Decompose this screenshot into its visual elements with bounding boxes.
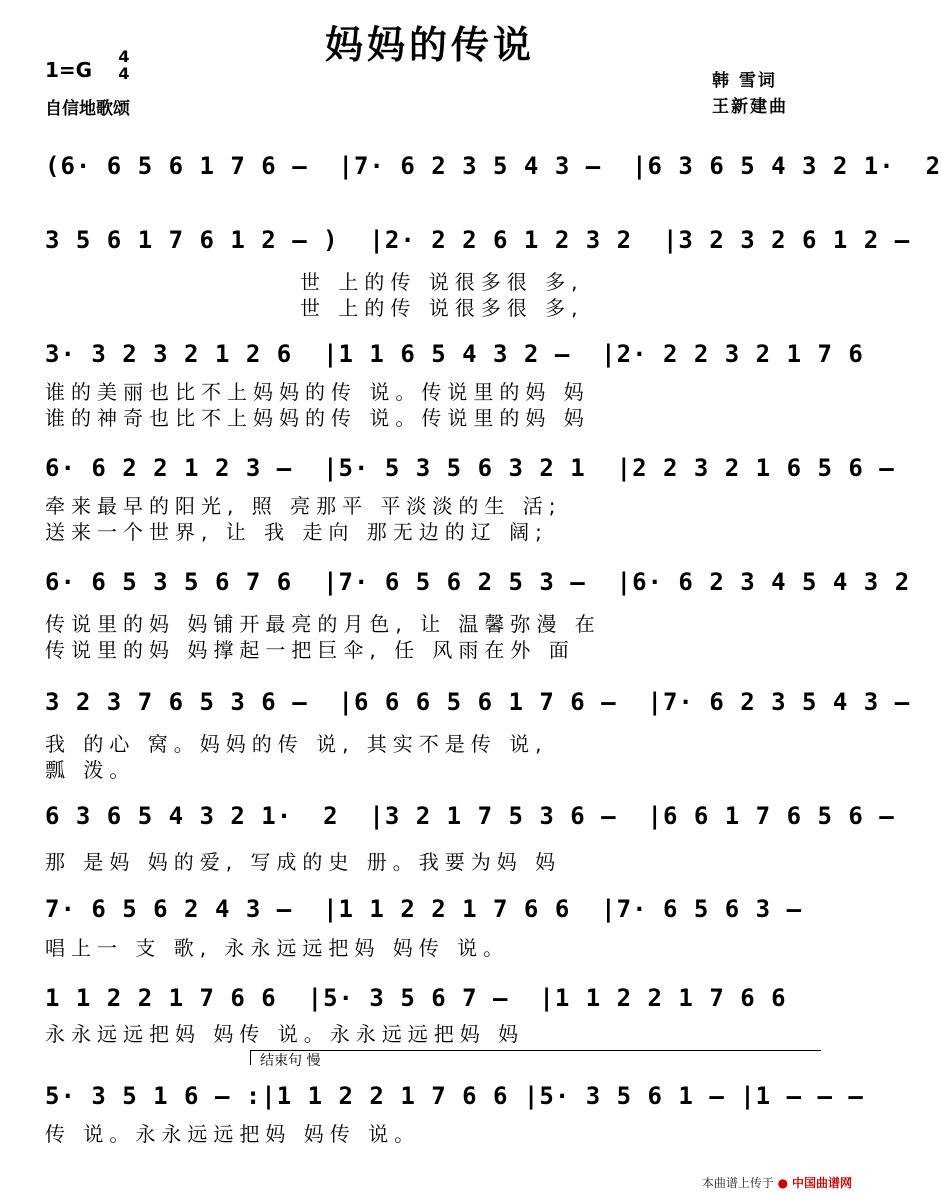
end-phrase-bracket [250,1050,821,1065]
notation-line-5: 6· 6 5 3 5 6 7 6 |7· 6 5 6 2 5 3 – |6· 6 2 3 4 5 4 3 2 [45,568,911,596]
lyrics-line-2a: 世 上的传 说很多很 多, [300,270,584,294]
notation-line-10: 5· 3 5 1 6 – :|1 1 2 2 1 7 6 6 |5· 3 5 6 1 – |1 – – – [45,1082,864,1110]
notation-line-6: 3 2 3 7 6 5 3 6 – |6 6 6 5 6 1 7 6 – |7· 6 2 3 5 4 3 – [45,688,911,716]
footer-brand: 中国曲谱网 [791,1176,852,1190]
notation-line-8: 7· 6 5 6 2 4 3 – |1 1 2 2 1 7 6 6 |7· 6 5 6 3 – [45,895,803,923]
lyricist: 韩 雪词 [712,71,777,91]
key-signature: 1=G [45,58,93,82]
lyrics-line-10a: 传 说。永永远远把妈 妈传 说。 [45,1122,421,1146]
lyrics-line-6a: 我 的心 窝。妈妈的传 说, 其实不是传 说, [45,732,548,756]
lyrics-line-4b: 送来一个世界, 让 我 走向 那无边的辽 阔; [45,520,548,544]
notation-line-7: 6 3 6 5 4 3 2 1· 2 |3 2 1 7 5 3 6 – |6 6 1 7 6 5 6 – [45,802,895,830]
lyrics-line-3b: 谁的神奇也比不上妈妈的传 说。传说里的妈 妈 [45,406,590,430]
lyrics-line-2b: 世 上的传 说很多很 多, [300,296,584,320]
lyrics-line-4a: 牵来最早的阳光, 照 亮那平 平淡淡的生 活; [45,494,562,518]
song-title: 妈妈的传说 [324,23,535,67]
notation-line-3: 3· 3 2 3 2 1 2 6 |1 1 6 5 4 3 2 – |2· 2 2 3 2 1 7 6 [45,340,864,368]
lyrics-line-8a: 唱上一 支 歌, 永永远远把妈 妈传 说。 [45,936,510,960]
lyrics-line-5a: 传说里的妈 妈铺开最亮的月色, 让 温馨弥漫 在 [45,612,601,636]
footer [702,1174,852,1191]
lyrics-line-3a: 谁的美丽也比不上妈妈的传 说。传说里的妈 妈 [45,380,590,404]
time-signature: 4 4 [118,47,130,83]
notation-line-4: 6· 6 2 2 1 2 3 – |5· 5 3 5 6 3 2 1 |2 2 3 2 1 6 5 6 – [45,454,895,482]
lyrics-line-5b: 传说里的妈 妈撑起一把巨伞, 任 风雨在外 面 [45,638,575,662]
lyrics-line-9a: 永永远远把妈 妈传 说。永永远远把妈 妈 [45,1022,525,1046]
end-phrase-label: 结束句 慢 [260,1053,321,1069]
notation-line-1: (6· 6 5 6 1 7 6 – |7· 6 2 3 5 4 3 – |6 3 6 5 4 3 2 1· 2 [45,152,941,180]
site-logo-icon: ● [777,1176,789,1190]
notation-line-9: 1 1 2 2 1 7 6 6 |5· 3 5 6 7 – |1 1 2 2 1 7 6 6 [45,984,787,1012]
tempo-mark: 自信地歌颂 [45,99,130,119]
footer-text: 本曲谱上传于 [701,1176,774,1190]
lyrics-line-6b: 瓢 泼。 [45,758,136,782]
lyrics-line-7a: 那 是妈 妈的爱, 写成的史 册。我要为妈 妈 [45,850,562,874]
notation-line-2: 3 5 6 1 7 6 1 2 – ) |2· 2 2 6 1 2 3 2 |3 2 3 2 6 1 2 – [45,226,911,254]
composer: 王新建曲 [712,97,788,117]
